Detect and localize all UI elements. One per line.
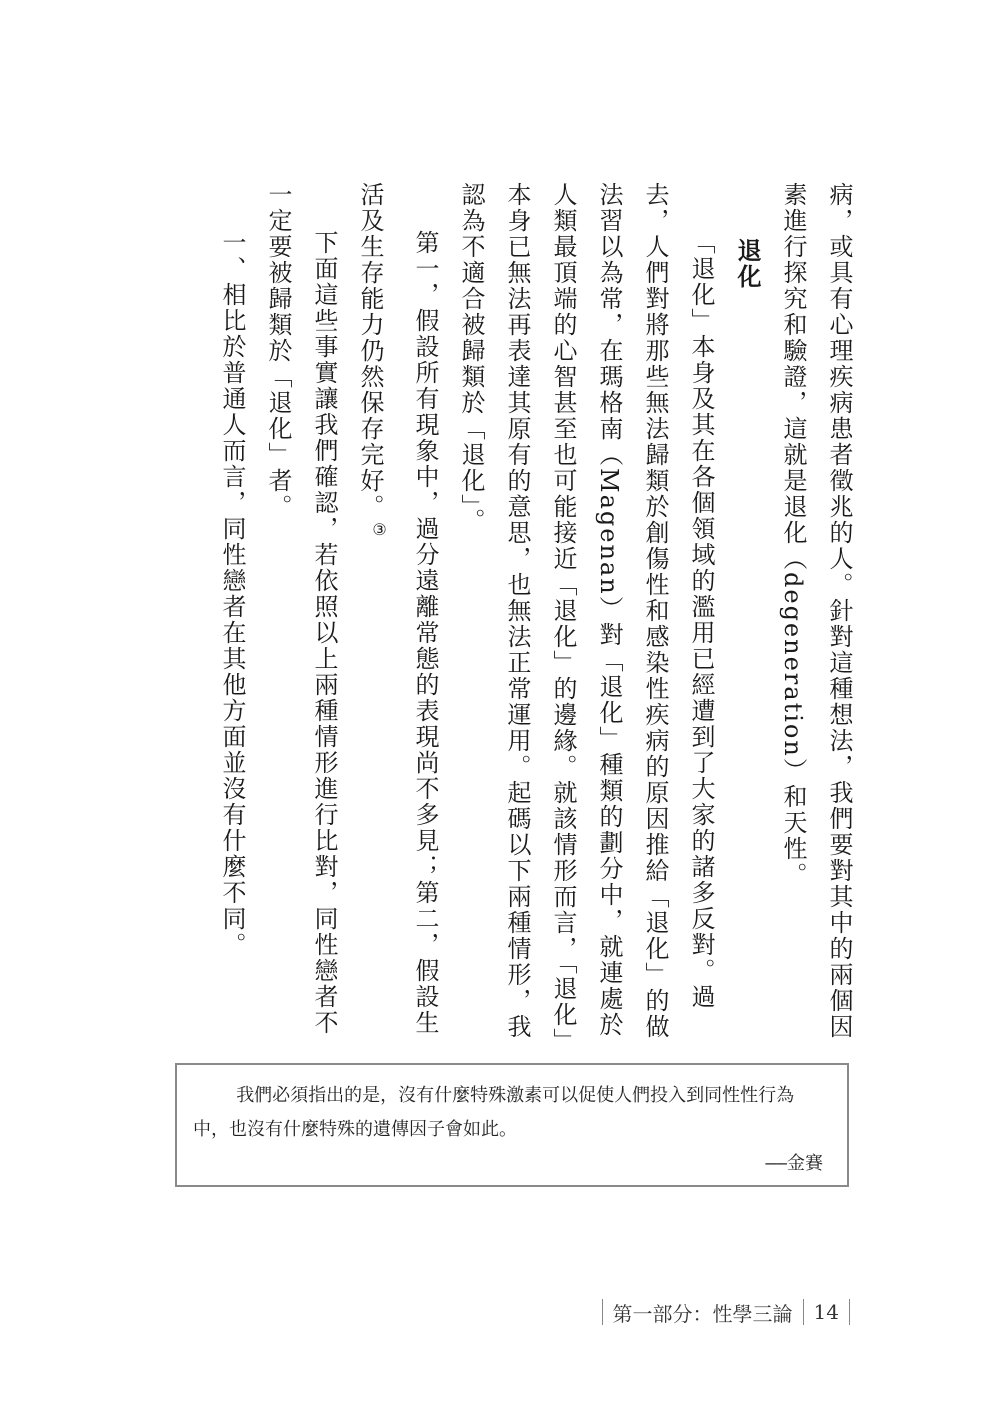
- paragraph-continued: 病，或具有心理疾病患者徵兆的人。針對這種想法，我們要對其中的兩個因素進行探究和驗證，這就是退化（degeneration）和天性。: [779, 182, 853, 1040]
- quote-author: ——金賽: [765, 1153, 823, 1174]
- section-heading: 退化: [733, 238, 761, 290]
- paragraph-facts: 下面這些事實讓我們確認，若依照以上兩種情形進行比對，同性戀者不一定要被歸類於「退化」者。: [264, 182, 338, 1036]
- footer-divider: [803, 1299, 804, 1325]
- paragraph-point-one: 一、相比於普通人而言，同性戀者在其他方面並沒有什麼不同。: [218, 230, 246, 958]
- vertical-body-text: [182, 182, 862, 1052]
- paragraph-degeneration: 「退化」本身及其在各個領域的濫用已經遭到了大家的諸多反對。過去，人們對將那些無法歸類於創傷性和感染性疾病的原因推給「退化」的做法習以為常，在瑪格南（Magenan）對「退化」種類的劃分中，就連處於人類最頂端的心智甚至也可能接近「退化」的邊緣。就該情形而言，「退化」本身已無法再表達其原有的意思，也無法正常運用。起碼以下兩種情形，我認為不適合被歸類於「退化」。: [457, 182, 715, 1042]
- paragraph-conditions: [347, 182, 448, 1052]
- quote-box: [175, 1063, 849, 1187]
- footnote-marker: ③: [370, 520, 389, 541]
- footer-divider: [849, 1299, 850, 1325]
- page-number: 14: [813, 1300, 839, 1324]
- page-footer: [592, 1297, 860, 1327]
- footer-section-title: 第一部分：性學三論: [612, 1301, 793, 1326]
- footer-divider: [602, 1299, 603, 1325]
- quote-text: 我們必須指出的是，沒有什麼特殊激素可以促使人們投入到同性性行為中，也沒有什麼特殊的遺傳因子會如此。: [193, 1085, 795, 1140]
- paragraph-conditions-text: 第一，假設所有現象中，過分遠離常態的表現尚不多見；第二，假設生活及生存能力仍然保存完好。: [356, 182, 439, 1036]
